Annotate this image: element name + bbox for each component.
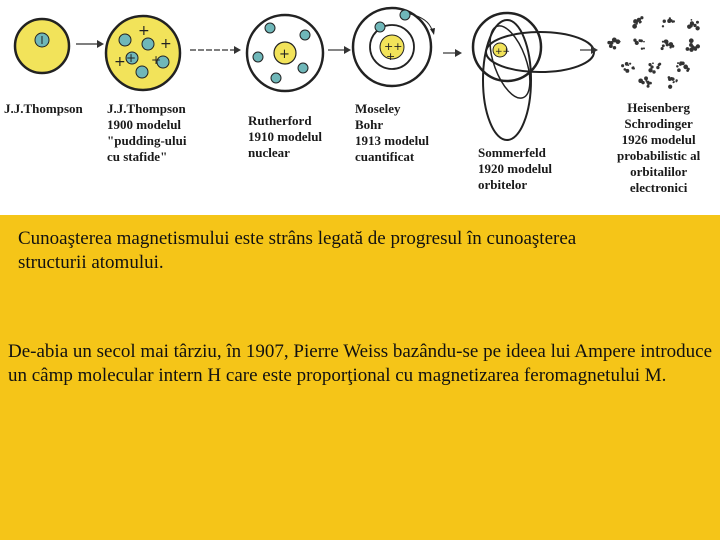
cloud-dot — [625, 62, 629, 66]
svg-text:+: + — [151, 53, 162, 67]
cloud-dot — [613, 38, 617, 42]
cloud-dot — [667, 19, 671, 23]
svg-text:+: + — [138, 23, 150, 39]
cloud-dot — [671, 77, 674, 80]
cloud-dot — [629, 63, 631, 65]
cloud-dot — [673, 81, 675, 83]
arrow-3 — [328, 46, 351, 54]
cloud-dot — [644, 76, 648, 80]
svg-text:+: + — [126, 51, 137, 65]
sommerfeld-atom-diagram — [473, 13, 594, 140]
cloud-dot — [652, 70, 655, 73]
cloud-dot — [686, 47, 690, 51]
svg-text:++: ++ — [384, 40, 403, 53]
cloud-dot — [689, 47, 693, 51]
cloud-dot — [663, 20, 666, 23]
cloud-dot — [619, 41, 621, 43]
caption-model-4: Moseley Bohr 1913 modelul cuantificat — [355, 101, 430, 164]
cloud-dot — [676, 65, 678, 67]
cloud-dot — [643, 41, 645, 43]
cloud-dot — [613, 46, 616, 49]
cloud-dot — [683, 65, 688, 70]
paragraph-2: De-abia un secol mai târziu, în 1907, Pierre Weiss bazându-se pe ideea lui Ampere introduce un câmp molecular intern H care este proporţional cu magnetizarea feromagnetului M. — [8, 341, 713, 386]
cloud-dot — [638, 79, 643, 84]
cloud-dot — [693, 24, 696, 27]
cloud-dot — [662, 25, 664, 27]
caption-model-2: J.J.Thompson 1900 modelul "pudding-ului cu stafide" — [107, 101, 187, 164]
cloud-dot — [675, 79, 677, 81]
cloud-dot — [687, 24, 691, 28]
arrow-1 — [76, 40, 104, 48]
cloud-dot — [666, 43, 669, 46]
cloud-dot — [632, 24, 637, 29]
cloud-dot — [641, 48, 643, 50]
cloud-dot — [640, 16, 643, 19]
cloud-dot — [645, 80, 647, 82]
arrow-5 — [580, 46, 598, 54]
cloud-dot — [635, 41, 637, 43]
caption-model-3: Rutherford 1910 modelul nuclear — [248, 113, 323, 160]
cloud-dot — [664, 40, 668, 44]
cloud-dot — [669, 17, 671, 19]
cloud-dot — [631, 67, 634, 70]
cloud-dot — [640, 21, 642, 23]
cloud-dot — [609, 44, 613, 48]
cloud-dot — [624, 68, 627, 71]
bohr-atom-diagram — [353, 8, 435, 86]
cloud-dot — [671, 21, 673, 23]
cloud-dot — [671, 45, 674, 48]
caption-model-6: Heisenberg Schrodinger 1926 modelul probabilistic al orbitalilor electronici — [617, 100, 701, 195]
cloud-dot — [621, 64, 624, 67]
thompson-atom-diagram — [15, 19, 69, 73]
cloud-dot — [640, 39, 643, 42]
cloud-dot — [695, 26, 699, 30]
cloud-dot — [689, 38, 694, 43]
cloud-dot — [633, 19, 638, 24]
cloud-dot — [662, 44, 665, 47]
svg-text:+: + — [114, 54, 126, 70]
atom-models-strip — [0, 0, 720, 215]
cloud-dot — [648, 68, 652, 72]
electron-cloud-diagram — [607, 16, 700, 89]
cloud-dot — [662, 41, 664, 43]
arrow-2 — [190, 46, 241, 54]
cloud-dot — [647, 85, 650, 88]
cloud-dot — [652, 62, 654, 64]
cloud-dot — [691, 19, 693, 21]
cloud-dot — [679, 63, 682, 66]
plum-pudding-atom-diagram — [106, 16, 180, 90]
arrow-4 — [443, 49, 462, 57]
cloud-dot — [607, 41, 610, 44]
caption-model-5: Sommerfeld 1920 modelul orbitelor — [478, 145, 553, 192]
cloud-dot — [668, 78, 671, 81]
cloud-dot — [651, 66, 653, 68]
svg-text:++: ++ — [495, 47, 511, 57]
cloud-dot — [693, 46, 696, 49]
caption-model-1: J.J.Thompson — [4, 101, 83, 116]
cloud-dot — [668, 85, 672, 89]
cloud-dot — [690, 22, 692, 24]
svg-text:+: + — [279, 47, 290, 62]
cloud-dot — [681, 61, 685, 65]
cloud-dot — [677, 68, 681, 72]
cloud-dot — [649, 82, 652, 85]
cloud-dot — [677, 62, 679, 64]
rutherford-atom-diagram — [247, 15, 323, 91]
cloud-dot — [658, 63, 661, 66]
cloud-dot — [696, 21, 699, 24]
cloud-dot — [661, 47, 664, 50]
text-panel — [0, 215, 720, 540]
svg-text:+: + — [386, 50, 396, 63]
svg-text:+: + — [160, 36, 172, 52]
cloud-dot — [656, 66, 659, 69]
paragraph-1: Cunoaşterea magnetismului este strâns legată de progresul în cunoaşterea structurii atomului. — [18, 228, 577, 273]
cloud-dot — [643, 47, 645, 49]
